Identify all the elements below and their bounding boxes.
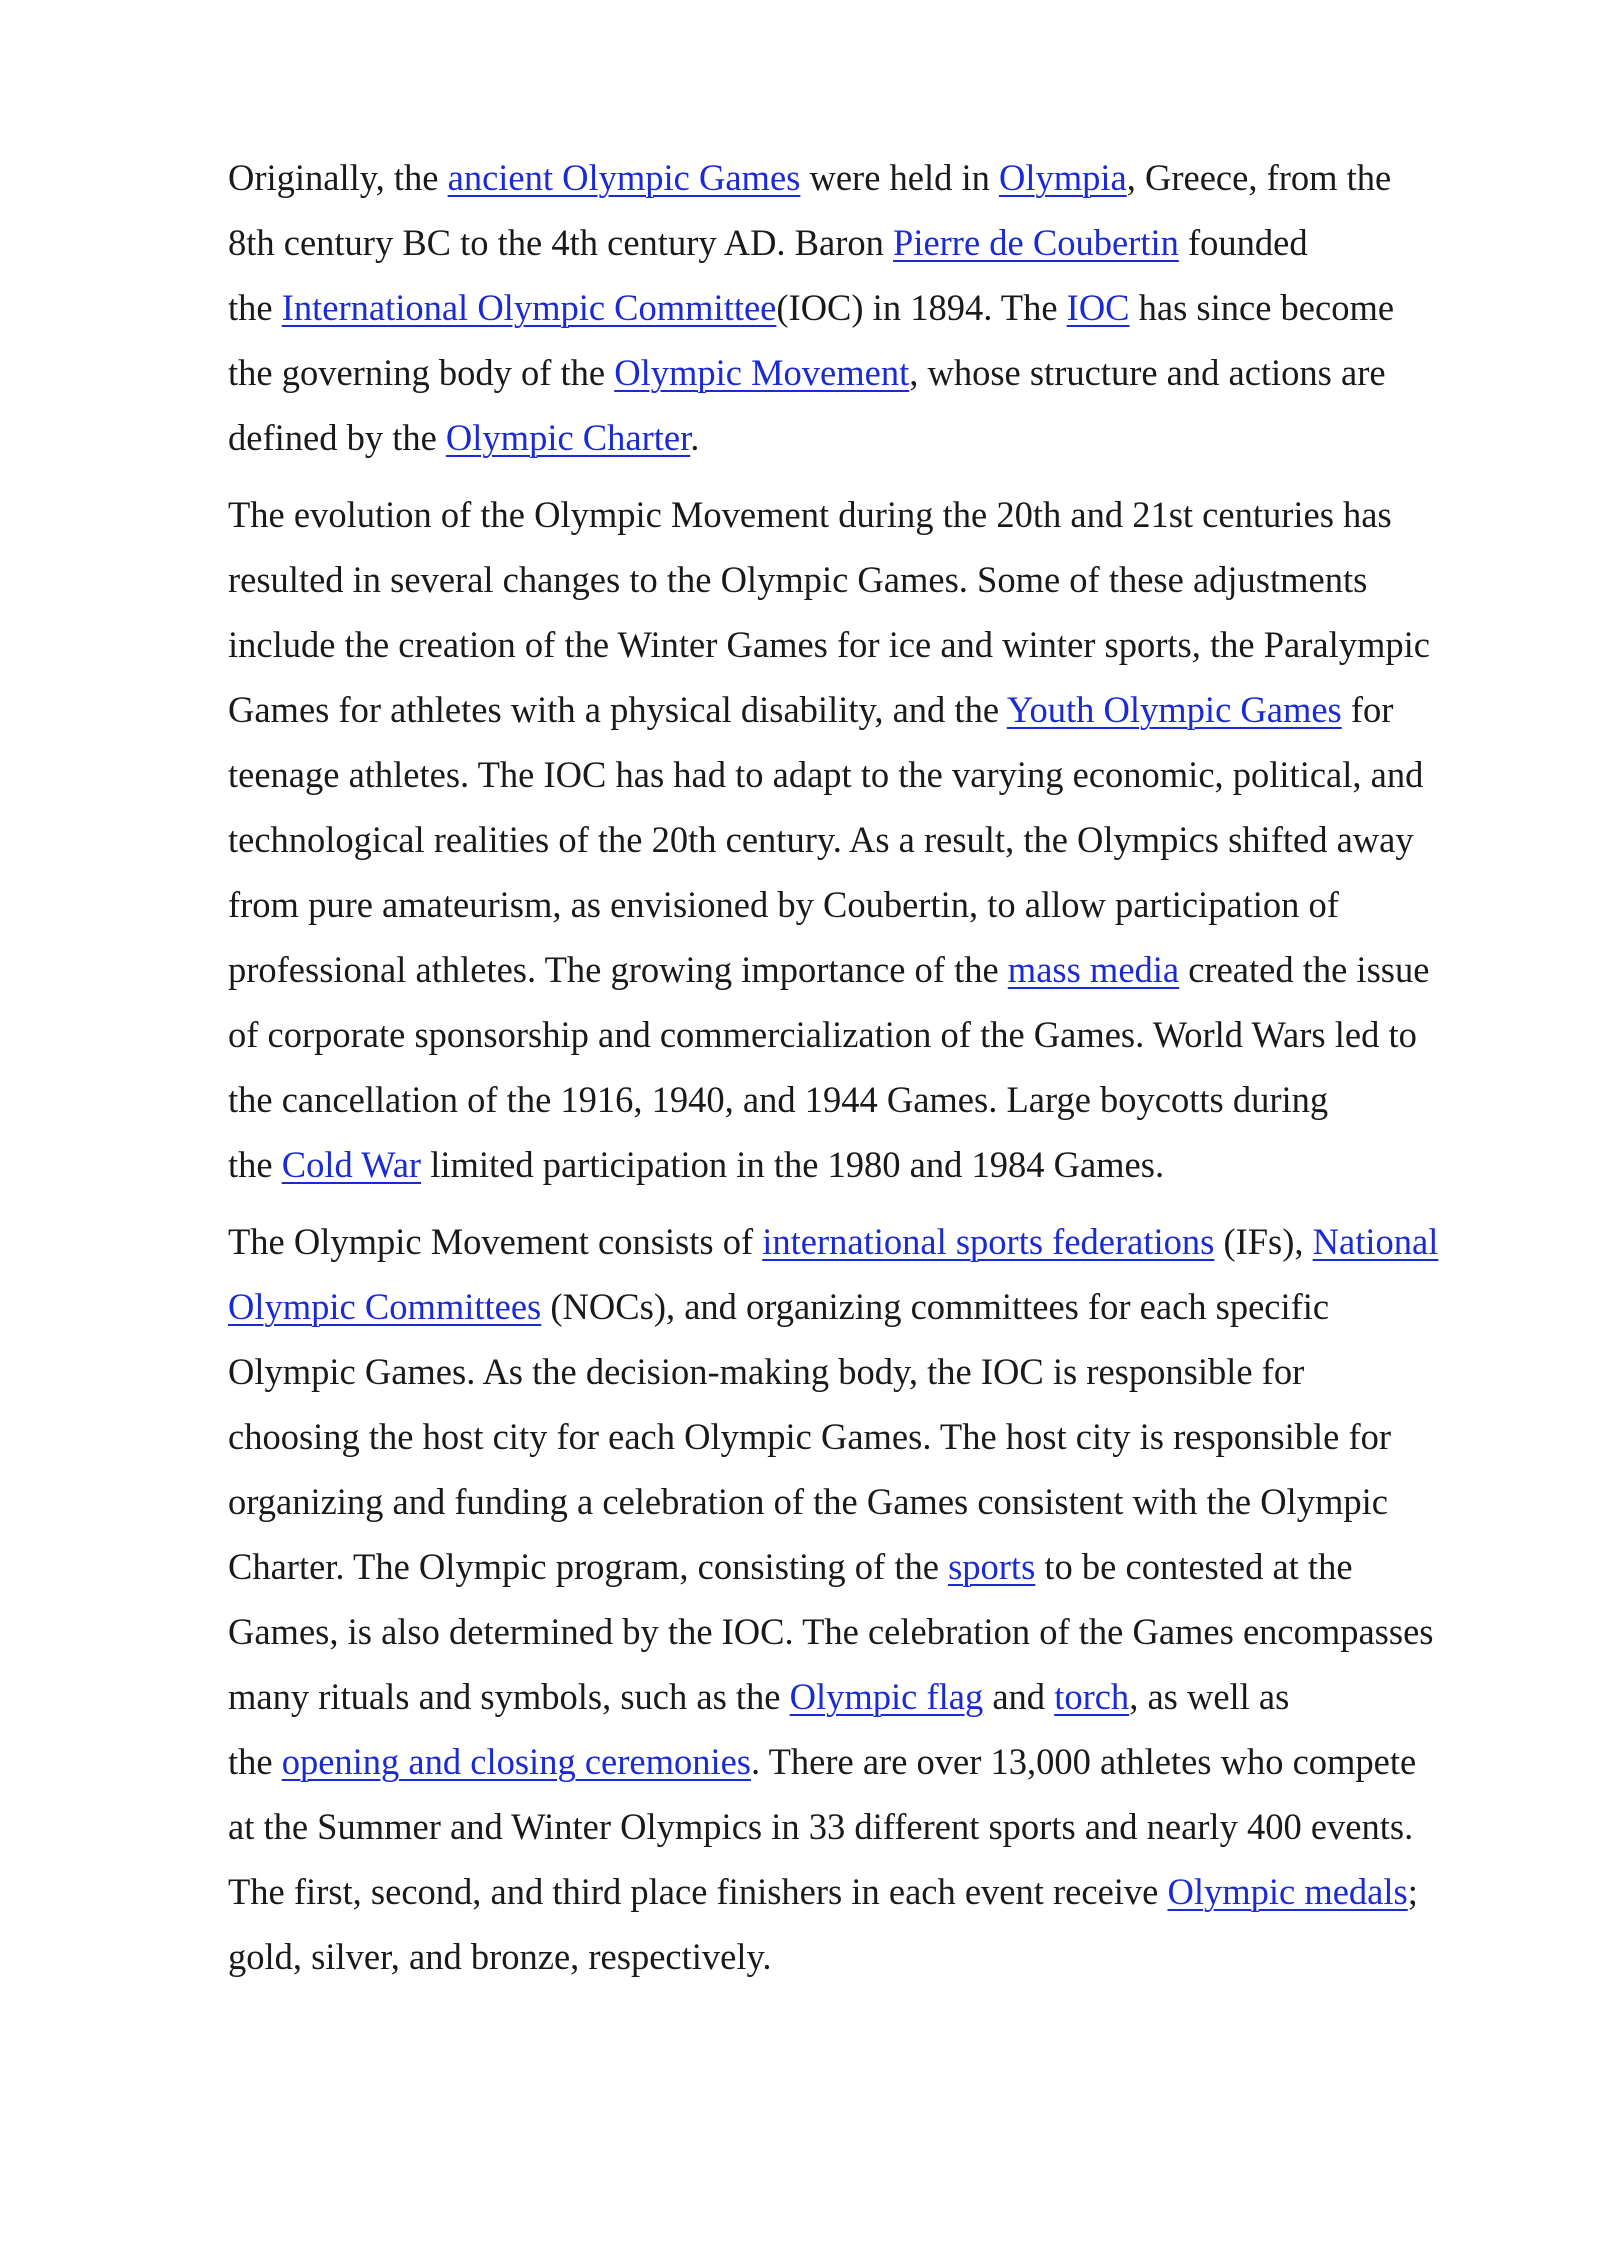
text-run: . There are over 13,000 athletes who compete (751, 1741, 1417, 1782)
paragraph (228, 482, 1488, 1197)
text-line (228, 145, 1488, 210)
hyperlink[interactable]: torch (1054, 1676, 1130, 1717)
text-run: limited participation in the 1980 and 1984 Games. (421, 1144, 1165, 1185)
text-line (228, 872, 1488, 937)
text-run: and (983, 1676, 1055, 1717)
text-run: The evolution of the Olympic Movement during the 20th and 21st centuries has (228, 494, 1392, 535)
text-run: the (228, 287, 282, 328)
text-line (228, 1339, 1488, 1404)
text-run: organizing and funding a celebration of the Games consistent with the Olympic (228, 1481, 1388, 1522)
text-run: Games, is also determined by the IOC. The celebration of the Games encompasses (228, 1611, 1434, 1652)
hyperlink[interactable]: Olympic flag (789, 1676, 984, 1717)
hyperlink[interactable]: sports (948, 1546, 1036, 1587)
text-run: created the issue (1179, 949, 1430, 990)
text-line (228, 340, 1488, 405)
text-run: teenage athletes. The IOC has had to adapt to the varying economic, political, and (228, 754, 1424, 795)
text-run: technological realities of the 20th century. As a result, the Olympics shifted away (228, 819, 1414, 860)
text-line (228, 612, 1488, 677)
hyperlink[interactable]: ancient Olympic Games (447, 157, 801, 198)
hyperlink[interactable]: opening and closing ceremonies (281, 1741, 752, 1782)
text-line (228, 677, 1488, 742)
paragraph (228, 1209, 1488, 1989)
text-run: ; (1407, 1871, 1418, 1912)
text-line (228, 1859, 1488, 1924)
text-run: has since become (1129, 287, 1395, 328)
hyperlink[interactable]: Cold War (281, 1144, 422, 1185)
text-run: (NOCs), and organizing committees for each specific (541, 1286, 1330, 1327)
text-line (228, 405, 1488, 470)
text-line (228, 1664, 1488, 1729)
text-line (228, 482, 1488, 547)
hyperlink[interactable]: Olympic Committees (228, 1286, 542, 1327)
text-line (228, 275, 1488, 340)
hyperlink[interactable]: Youth Olympic Games (1006, 689, 1342, 730)
hyperlink[interactable]: Olympic Movement (614, 352, 910, 393)
text-line (228, 1067, 1488, 1132)
text-line (228, 1794, 1488, 1859)
text-run: for (1341, 689, 1394, 730)
text-run: were held in (800, 157, 1000, 198)
text-line (228, 547, 1488, 612)
text-run: 8th century BC to the 4th century AD. Baron (228, 222, 894, 263)
text-line (228, 1404, 1488, 1469)
text-run: include the creation of the Winter Games for ice and winter sports, the Paralympic (228, 624, 1430, 665)
hyperlink[interactable]: international sports federations (762, 1221, 1215, 1262)
text-run: at the Summer and Winter Olympics in 33 different sports and nearly 400 events. (228, 1806, 1414, 1847)
paragraph (228, 145, 1488, 470)
text-run: founded (1178, 222, 1308, 263)
text-run: the governing body of the (228, 352, 615, 393)
text-run: gold, silver, and bronze, respectively. (228, 1936, 772, 1977)
hyperlink[interactable]: National (1312, 1221, 1439, 1262)
text-run: (IFs), (1214, 1221, 1313, 1262)
text-line (228, 210, 1488, 275)
document-body (228, 145, 1488, 1989)
text-line (228, 1729, 1488, 1794)
text-run: the (228, 1144, 282, 1185)
text-run: of corporate sponsorship and commercialization of the Games. World Wars led to (228, 1014, 1417, 1055)
text-run: from pure amateurism, as envisioned by Coubertin, to allow participation of (228, 884, 1339, 925)
text-line (228, 1599, 1488, 1664)
text-run: Games for athletes with a physical disability, and the (228, 689, 1007, 730)
hyperlink[interactable]: Olympic Charter (445, 417, 691, 458)
text-run: Originally, the (228, 157, 448, 198)
text-run: the cancellation of the 1916, 1940, and 1944 Games. Large boycotts during (228, 1079, 1329, 1120)
text-run: Olympic Games. As the decision-making body, the IOC is responsible for (228, 1351, 1305, 1392)
hyperlink[interactable]: IOC (1066, 287, 1130, 328)
document-page (228, 145, 1488, 2001)
text-line (228, 807, 1488, 872)
text-line (228, 1274, 1488, 1339)
text-line (228, 1132, 1488, 1197)
text-run: defined by the (228, 417, 446, 458)
text-run: resulted in several changes to the Olympic Games. Some of these adjustments (228, 559, 1368, 600)
text-line (228, 1534, 1488, 1599)
text-line (228, 1924, 1488, 1989)
hyperlink[interactable]: Olympic medals (1167, 1871, 1408, 1912)
hyperlink[interactable]: Olympia (999, 157, 1127, 198)
text-run: (IOC) in 1894. The (776, 287, 1067, 328)
text-run: . (690, 417, 700, 458)
text-line (228, 937, 1488, 1002)
text-run: professional athletes. The growing importance of the (228, 949, 1008, 990)
text-run: Charter. The Olympic program, consisting of the (228, 1546, 949, 1587)
text-line (228, 1002, 1488, 1067)
text-run: , Greece, from the (1126, 157, 1392, 198)
text-line (228, 742, 1488, 807)
text-run: The first, second, and third place finishers in each event receive (228, 1871, 1168, 1912)
text-line (228, 1469, 1488, 1534)
text-run: to be contested at the (1035, 1546, 1353, 1587)
text-run: many rituals and symbols, such as the (228, 1676, 790, 1717)
text-run: choosing the host city for each Olympic Games. The host city is responsible for (228, 1416, 1392, 1457)
hyperlink[interactable]: Pierre de Coubertin (893, 222, 1179, 263)
text-run: the (228, 1741, 282, 1782)
text-run: , whose structure and actions are (909, 352, 1386, 393)
hyperlink[interactable]: International Olympic Committee (281, 287, 777, 328)
text-run: The Olympic Movement consists of (228, 1221, 763, 1262)
text-line (228, 1209, 1488, 1274)
hyperlink[interactable]: mass media (1007, 949, 1180, 990)
text-run: , as well as (1129, 1676, 1290, 1717)
